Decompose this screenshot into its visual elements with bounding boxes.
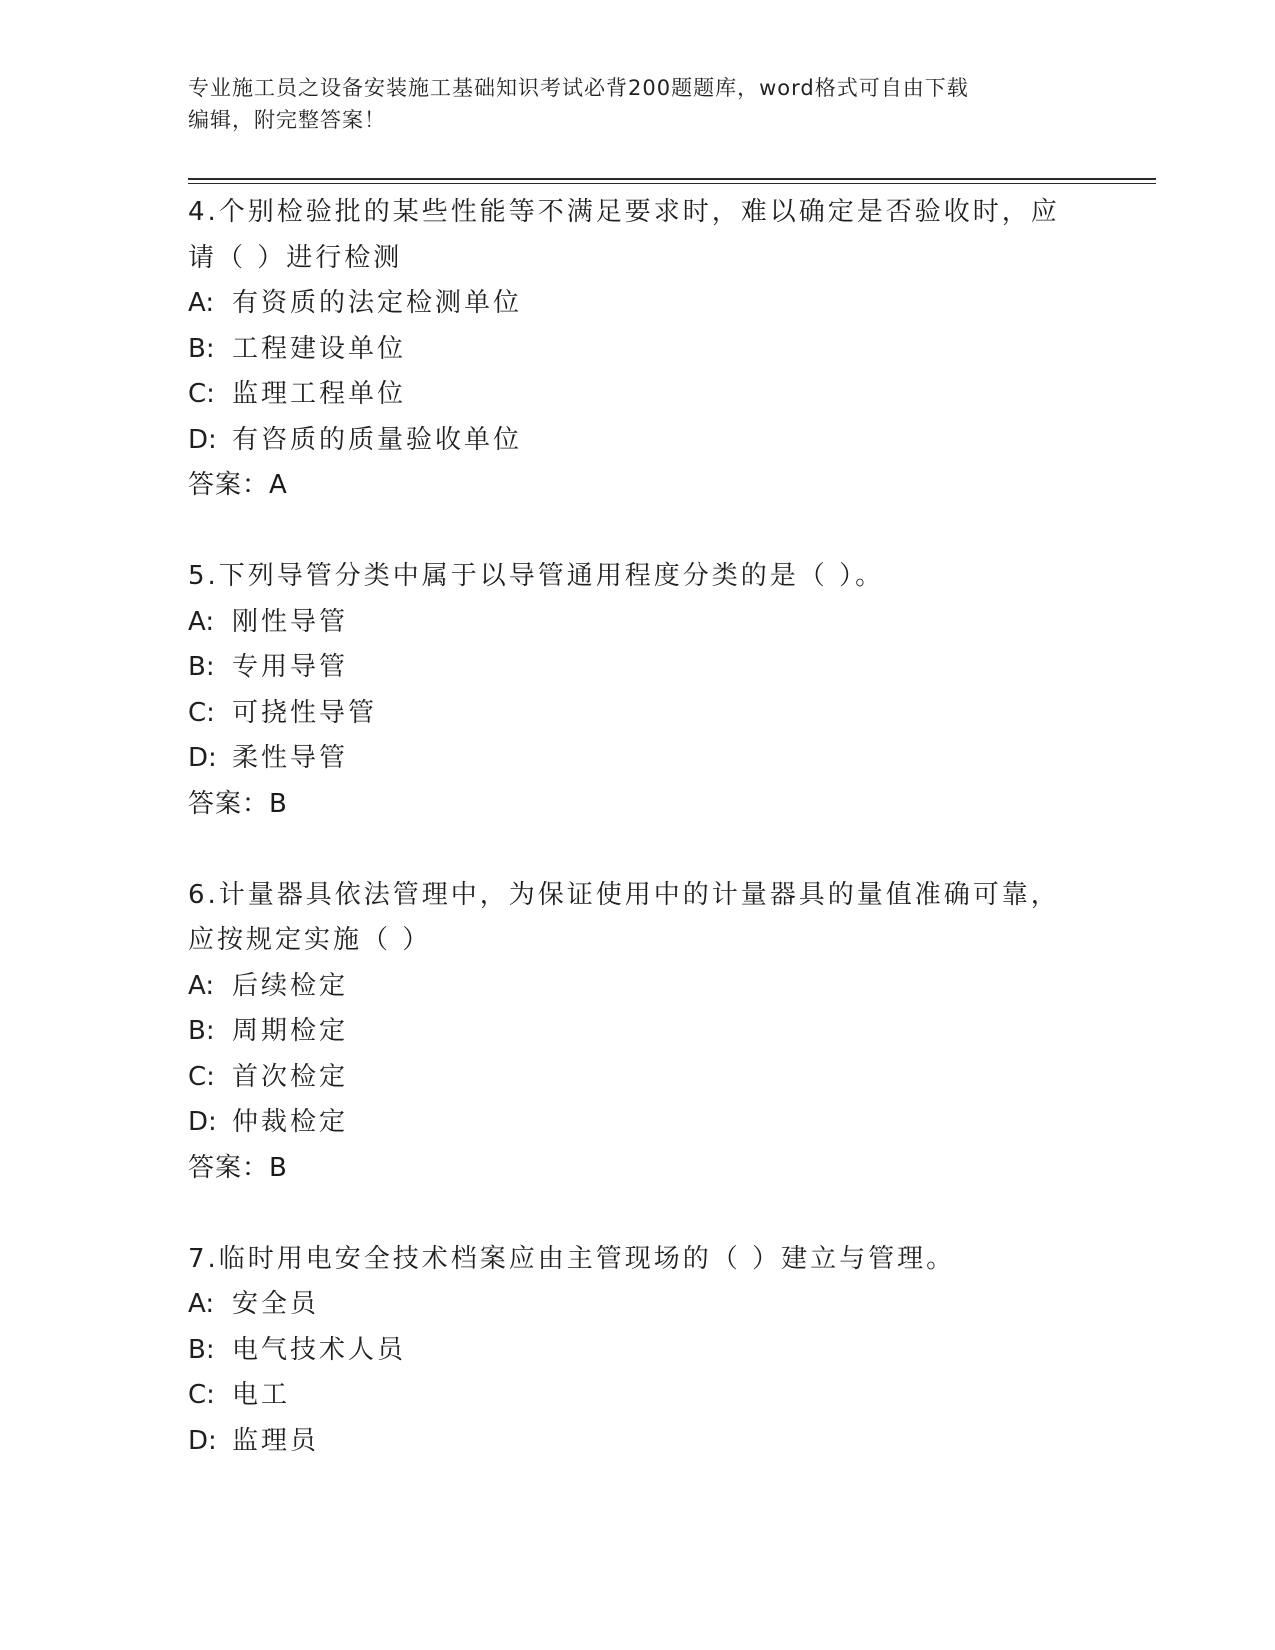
option-label: 首次检定	[232, 1061, 349, 1092]
option-label: 工程建设单位	[232, 333, 407, 364]
option-key: C:	[188, 1380, 215, 1410]
document-header	[188, 72, 1088, 136]
option-label: 可挠性导管	[232, 697, 378, 728]
option-key: A:	[188, 606, 215, 637]
option-key: C:	[188, 1061, 215, 1092]
option-label: 周期检定	[232, 1016, 349, 1046]
question-7	[188, 1237, 1088, 1465]
option-label: 电工	[232, 1380, 291, 1410]
answer-line: 答案：A	[188, 470, 288, 500]
option-label: 有咨质的质量验收单位	[232, 424, 523, 455]
option-key: B:	[188, 1016, 215, 1046]
header-line-1: 专业施工员之设备安装施工基础知识考试必背200题题库，word格式可自由下载	[188, 76, 969, 100]
option-b	[188, 327, 1088, 373]
question-list	[188, 190, 1088, 1510]
option-label: 后续检定	[232, 970, 349, 1001]
option-label: 监理工程单位	[232, 379, 407, 409]
option-key: C:	[188, 379, 215, 409]
option-a	[188, 281, 1088, 327]
question-text: 6.计量器具依法管理中，为保证使用中的计量器具的量值准确可靠，应按规定实施（ ）	[188, 879, 1060, 955]
option-key: B:	[188, 652, 215, 682]
option-key: A:	[188, 1289, 215, 1319]
header-divider-thin	[188, 183, 1156, 184]
option-c	[188, 1373, 1088, 1419]
header-divider-thick	[188, 178, 1156, 180]
option-key: D:	[188, 743, 217, 773]
option-key: A:	[188, 288, 215, 318]
option-d	[188, 736, 1088, 782]
option-c	[188, 691, 1088, 737]
option-b	[188, 645, 1088, 691]
question-text: 7.临时用电安全技术档案应由主管现场的（ ）建立与管理。	[188, 1243, 956, 1274]
option-a	[188, 1282, 1088, 1328]
option-d	[188, 418, 1088, 464]
option-c	[188, 372, 1088, 418]
option-key: C:	[188, 697, 215, 728]
question-5	[188, 554, 1088, 827]
option-key: D:	[188, 1425, 217, 1456]
option-label: 电气技术人员	[232, 1334, 407, 1365]
header-line-2: 编辑，附完整答案！	[188, 108, 386, 132]
option-key: D:	[188, 424, 217, 455]
answer-line: 答案：B	[188, 1152, 288, 1183]
option-d	[188, 1100, 1088, 1146]
option-d	[188, 1419, 1088, 1465]
option-c	[188, 1055, 1088, 1101]
option-b	[188, 1328, 1088, 1374]
option-key: B:	[188, 1334, 215, 1365]
option-label: 监理员	[232, 1425, 320, 1456]
option-a	[188, 964, 1088, 1010]
question-text: 4.个别检验批的某些性能等不满足要求时，难以确定是否验收时，应请（ ）进行检测	[188, 197, 1060, 273]
option-label: 有资质的法定检测单位	[232, 288, 523, 318]
option-key: B:	[188, 333, 215, 364]
option-b	[188, 1009, 1088, 1055]
option-key: A:	[188, 970, 215, 1001]
option-key: D:	[188, 1107, 217, 1137]
question-4	[188, 190, 1088, 508]
option-a	[188, 600, 1088, 646]
option-label: 仲裁检定	[232, 1107, 349, 1137]
answer-line: 答案：B	[188, 788, 288, 819]
question-text: 5.下列导管分类中属于以导管通用程度分类的是（ ）。	[188, 561, 885, 591]
option-label: 刚性导管	[232, 606, 349, 637]
option-label: 柔性导管	[232, 743, 349, 773]
option-label: 安全员	[232, 1289, 320, 1319]
question-6	[188, 873, 1088, 1191]
option-label: 专用导管	[232, 652, 349, 682]
